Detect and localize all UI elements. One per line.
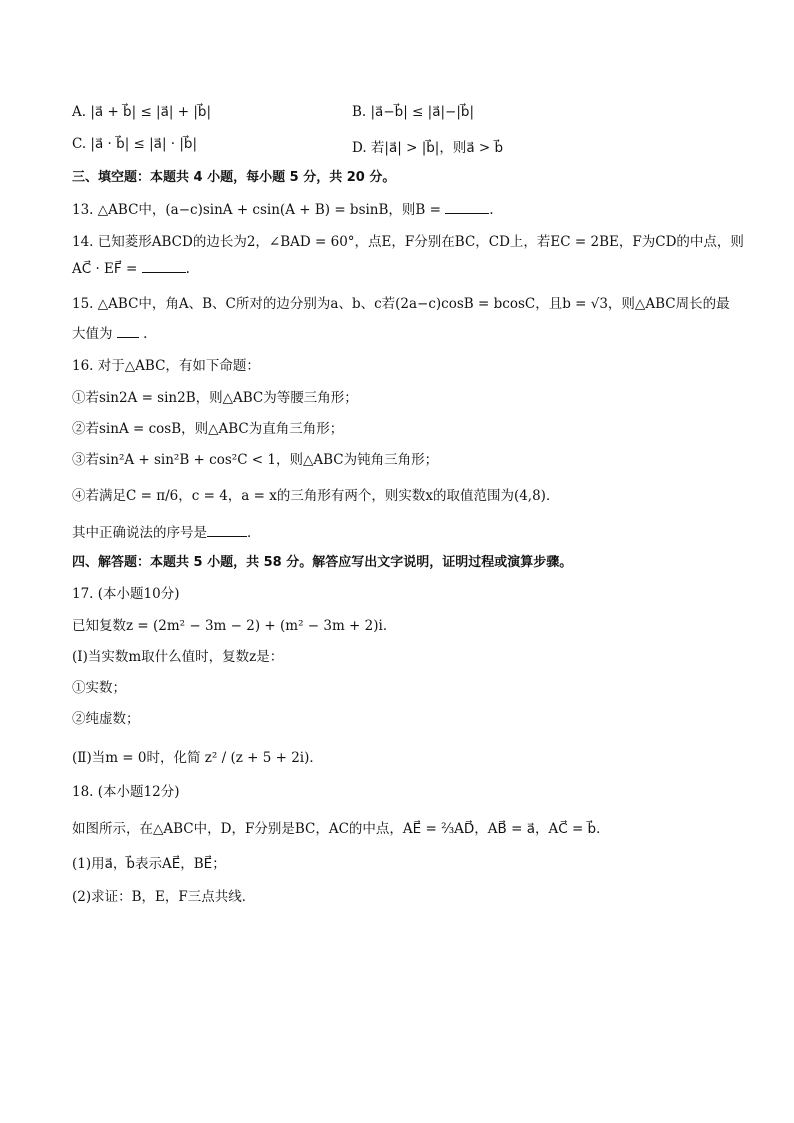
question-16-intro: 16. 对于△ABC，有如下命题： — [72, 358, 260, 374]
question-16-item-4: ④若满足C = π/6，c = 4，a = x的三角形有两个，则实数x的取值范围为(4,8)． — [72, 488, 560, 504]
question-17-part1a: ①实数； — [72, 680, 126, 696]
question-17-part1b: ②纯虚数； — [72, 711, 140, 727]
question-13-text: 13. △ABC中，(a−c)sinA + csin(A + B) = bsinB，则B = — [72, 202, 446, 218]
question-18-heading: 18. (本小题12分) — [72, 784, 180, 800]
answer-blank — [207, 524, 247, 537]
question-16-item-2: ②若sinA = cosB，则△ABC为直角三角形； — [72, 421, 344, 437]
answer-blank — [445, 201, 489, 214]
question-17-given: 已知复数z = (2m² − 3m − 2) + (m² − 3m + 2)i． — [72, 618, 397, 634]
question-16-end: ． — [247, 525, 261, 541]
section-answer-heading: 四、解答题：本题共 5 小题，共 58 分。解答应写出文字说明，证明过程或演算步骤。 — [72, 555, 573, 570]
question-17-heading: 17. (本小题10分) — [72, 586, 180, 602]
question-16-item-1: ①若sin2A = sin2B，则△ABC为等腰三角形； — [72, 390, 358, 406]
question-15-text: 大值为 — [72, 326, 117, 342]
option-b: B. |a⃗−b⃗| ≤ |a⃗|−|b⃗| — [352, 104, 474, 120]
question-14-end: . — [185, 261, 190, 277]
answer-blank — [117, 325, 139, 338]
option-c: C. |a⃗ · b⃗| ≤ |a⃗| · |b⃗| — [72, 136, 198, 152]
question-18-given: 如图所示，在△ABC中，D，F分别是BC，AC的中点，AE⃗ = ⅔AD⃗，AB⃗ = a⃗，AC⃗ = b⃗． — [72, 821, 610, 837]
option-a: A. |a⃗ + b⃗| ≤ |a⃗| + |b⃗| — [72, 104, 211, 120]
question-17-part1: (Ⅰ)当实数m取什么值时，复数z是： — [72, 649, 284, 665]
question-13 — [72, 198, 494, 218]
answer-blank — [142, 260, 186, 273]
section-fill-blank-heading: 三、填空题：本题共 4 小题，每小题 5 分，共 20 分。 — [72, 170, 396, 185]
question-15-end: . — [138, 326, 148, 342]
question-17-part2: (Ⅱ)当m = 0时，化简 z² / (z + 5 + 2i)． — [72, 750, 323, 766]
option-d: D. 若|a⃗| > |b⃗|，则a⃗ > b⃗ — [352, 140, 504, 156]
question-18-part1: (1)用a⃗，b⃗表示AE⃗，BE⃗； — [72, 856, 226, 872]
question-14-text: AC⃗ · EF⃗ = — [72, 261, 142, 277]
question-18-part2: (2)求证：B，E，F三点共线． — [72, 889, 256, 905]
question-13-end: . — [489, 202, 494, 218]
question-16-item-3: ③若sin²A + sin²B + cos²C < 1，则△ABC为钝角三角形； — [72, 452, 439, 468]
question-15-line2 — [72, 322, 147, 342]
question-15-line1: 15. △ABC中，角A、B、C所对的边分别为a、b、c若(2a−c)cosB = bcosC，且b = √3，则△ABC周长的最 — [72, 296, 730, 312]
question-14-line2 — [72, 260, 190, 277]
question-16-ask — [72, 521, 261, 541]
question-14-line1: 14. 已知菱形ABCD的边长为2，∠BAD = 60°，点E，F分别在BC，CD上，若EC = 2BE，F为CD的中点，则 — [72, 234, 744, 250]
question-16-ask-text: 其中正确说法的序号是 — [72, 525, 207, 541]
